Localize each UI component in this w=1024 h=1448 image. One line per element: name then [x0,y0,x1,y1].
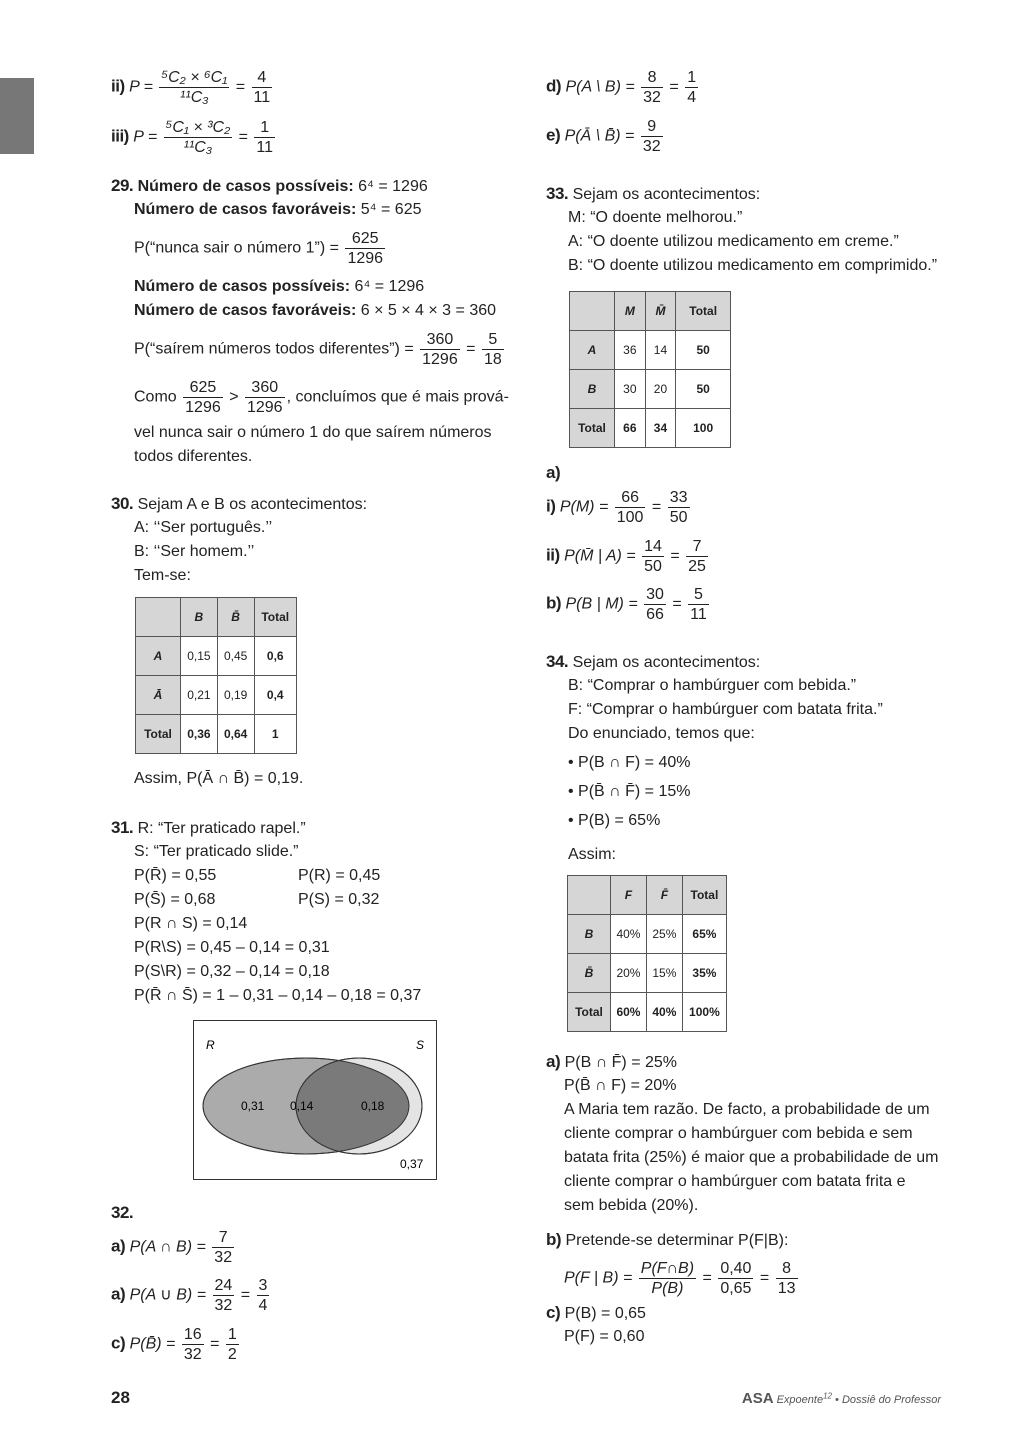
q33-line1: 33. Sejam os acontecimentos: [546,184,761,203]
fraction: $\frac{30}{66}$ [646,586,664,623]
q34-line2: B: “Comprar o hambúrguer com bebida.” [568,677,857,694]
q34-a6: cliente comprar o hambúrguer com batata frita e [564,1173,906,1190]
q34-line4: Do enunciado, temos que: [568,725,755,742]
q34-assim: Assim: [568,846,616,863]
outside-value: 0,37 [400,1157,424,1171]
q33-a-label: a) [546,463,561,482]
q34-line3: F: “Comprar o hambúrguer com batata frita.” [568,701,883,718]
q31-line5: P(R ∩ S) = 0,14 [134,915,248,932]
q31-line1: 31. R: “Ter praticado rapel.” [111,818,306,837]
q31-line6: P(R\S) = 0,45 – 0,14 = 0,31 [134,939,330,956]
q29-line7: Como $\frac{625}{1296}$ > $\frac{360}{1296}$ , concluímos que é mais prová- [134,379,509,416]
intersection-value: 0,14 [290,1099,314,1113]
only-r-value: 0,31 [241,1099,265,1113]
q30-probability-table: B B̄ Total A 0,15 0,45 0,6 Ā 0,21 0,19 0,4 Total 0,36 0,64 1 [135,597,297,754]
set-s-label: S [416,1038,425,1052]
q30-line1: 30. Sejam A e B os acontecimentos: [111,494,368,513]
q30-line4: Tem-se: [134,567,191,584]
formula-e: e) P(Ā \ B̄) = $\frac{9}{32}$ [546,118,661,155]
fraction: $\frac{625}{1296}$ [347,230,384,267]
q33-line4: B: “O doente utilizou medicamento em comprimido.” [568,257,938,274]
q29-line2: Número de casos favoráveis: 5⁴ = 625 [134,201,422,218]
q31-p-not-r: P(R̄) = 0,55 [134,867,217,884]
fraction: $\frac{1}{4}$ [687,69,697,106]
q34-line1: 34. Sejam os acontecimentos: [546,652,761,671]
q34-bullet2: • P(B̄ ∩ F̄) = 15% [568,783,691,800]
q31-line8: P(R̄ ∩ S̄) = 1 – 0,31 – 0,14 – 0,18 = 0,37 [134,987,422,1004]
q30-line2: A: ‘‘Ser português.’’ [134,519,273,536]
formula-ii: ii) P = $\frac{\text{⁵C₂ × ⁶C₁}}{\text{¹¹C₃}}$ = $\frac{4}{11}$ [111,69,271,106]
q34-bullet3: • P(B) = 65% [568,812,661,829]
q32-a: a) P(A ∩ B) = $\frac{7}{32}$ [111,1229,233,1266]
formula-d: d) P(A \ B) = $\frac{8}{32}$ = $\frac{1}{4}$ [546,69,697,106]
q29-line1: 29. Número de casos possíveis: 6⁴ = 1296 [111,176,428,195]
q34-b1: b) Pretende-se determinar P(F|B): [546,1230,789,1249]
venn-svg [194,1021,436,1179]
fraction: $\frac{33}{50}$ [669,489,688,526]
venn-diagram [193,1020,437,1180]
q29-line5: Número de casos favoráveis: 6 × 5 × 4 × 3 = 360 [134,302,497,319]
q33-line3: A: “O doente utilizou medicamento em creme.” [568,233,899,250]
q33-probability-table: M M̄ Total A 36 14 50 B 30 20 50 Total 66 34 100 [569,291,731,448]
q29-line6: P(“saírem números todos diferentes”) = $\frac{360}{1296}$ = $\frac{5}{18}$ [134,331,502,368]
q31-p-not-s: P(S̄) = 0,68 [134,891,216,908]
fraction: $\frac{3}{4}$ [258,1277,268,1314]
footer-brand: ASA Expoente$^{12}$ • Dossiê do Professor [741,1390,941,1407]
fraction: $\frac{5}{18}$ [483,331,502,368]
q34-a3: A Maria tem razão. De facto, a probabilidade de um [564,1101,930,1118]
q30-line3: B: ‘‘Ser homem.’’ [134,543,255,560]
q34-c1: c) P(B) = 0,65 [546,1303,646,1322]
q34-a2: P(B̄ ∩ F) = 20% [564,1077,677,1094]
fraction: $\frac{5}{11}$ [690,586,707,623]
q34-probability-table: F F̄ Total B 40% 25% 65% B̄ 20% 15% 35% Total 60% 40% 100% [567,875,727,1032]
q34-a5: batata frita (25%) é maior que a probabilidade de um [564,1149,939,1166]
fraction: $\frac{8}{13}$ [777,1260,796,1297]
fraction: $\frac{1}{11}$ [256,119,274,156]
fraction: $\frac{8}{32}$ [643,69,661,106]
fraction: $\frac{14}{50}$ [644,538,662,575]
q34-bullet1: • P(B ∩ F) = 40% [568,754,691,771]
q34-a4: cliente comprar o hambúrguer com bebida e sem [564,1125,913,1142]
q31-line7: P(S\R) = 0,32 – 0,14 = 0,18 [134,963,330,980]
q31-line2: S: “Ter praticado slide.” [134,843,299,860]
fraction: $\frac{7}{32}$ [214,1229,233,1266]
fraction: $\frac{66}{100}$ [616,489,644,526]
fraction: $\frac{P(F\cap B)}{P(B)}$ [640,1260,695,1297]
fraction: $\frac{0,40}{0,65}$ [720,1260,752,1297]
q34-a7: sem bebida (20%). [564,1197,699,1214]
fraction: $\frac{9}{32}$ [642,118,661,155]
fraction: $\frac{360}{1296}$ [422,331,458,368]
fraction: $\frac{\text{⁵C₁ × ³C₂}}{\text{¹¹C₃}}$ [165,119,231,156]
only-s-value: 0,18 [361,1099,385,1113]
page-number: 28 [111,1388,130,1407]
q30-conclusion: Assim, P(Ā ∩ B̄) = 0,19. [134,770,304,787]
q31-p-r: P(R) = 0,45 [298,867,381,884]
fraction: $\frac{1}{2}$ [227,1326,237,1363]
q33-line2: M: “O doente melhorou.” [568,209,743,226]
fraction: $\frac{4}{11}$ [253,69,271,106]
formula-iii: iii) P = $\frac{\text{⁵C₁ × ³C₂}}{\text{¹¹C₃}}$ = $\frac{1}{11}$ [111,119,274,156]
fraction: $\frac{16}{32}$ [183,1326,202,1363]
fraction: $\frac{24}{32}$ [214,1277,233,1314]
q34-c2: P(F) = 0,60 [564,1328,645,1345]
q29-line3: P(“nunca sair o número 1”) = $\frac{625}{1296}$ [134,230,384,267]
chapter-tab [0,78,34,154]
q33-b: b) P(B | M) = $\frac{30}{66}$ = $\frac{5}{11}$ [546,586,707,623]
q29-line8: vel nunca sair o número 1 do que saírem números [134,424,492,441]
fraction: $\frac{\text{⁵C₂ × ⁶C₁}}{\text{¹¹C₃}}$ [161,69,228,106]
q32-a2: a) P(A ∪ B) = $\frac{24}{32}$ = $\frac{3}{4}$ [111,1277,268,1314]
q33-i: i) P(M) = $\frac{66}{100}$ = $\frac{33}{50}$ [546,489,688,526]
q29-line9: todos diferentes. [134,448,253,465]
fraction: $\frac{7}{25}$ [688,538,706,575]
fraction: $\frac{360}{1296}$ [246,379,283,416]
q34-a1: a) P(B ∩ F̄) = 25% [546,1052,677,1071]
set-r-label: R [206,1038,215,1052]
q32-c: c) P(B̄) = $\frac{16}{32}$ = $\frac{1}{2}$ [111,1326,237,1363]
q29-line4: Número de casos possíveis: 6⁴ = 1296 [134,278,425,295]
fraction: $\frac{625}{1296}$ [185,379,221,416]
q34-b-formula: P(F | B) = $\frac{P(F\cap B)}{P(B)}$ = $\frac{0,40}{0,65}$ = $\frac{8}{13}$ [564,1260,796,1297]
q31-p-s: P(S) = 0,32 [298,891,380,908]
q33-ii: ii) P(M̄ | A) = $\frac{14}{50}$ = $\frac{7}{25}$ [546,538,706,575]
q32-heading: 32. [111,1203,134,1222]
